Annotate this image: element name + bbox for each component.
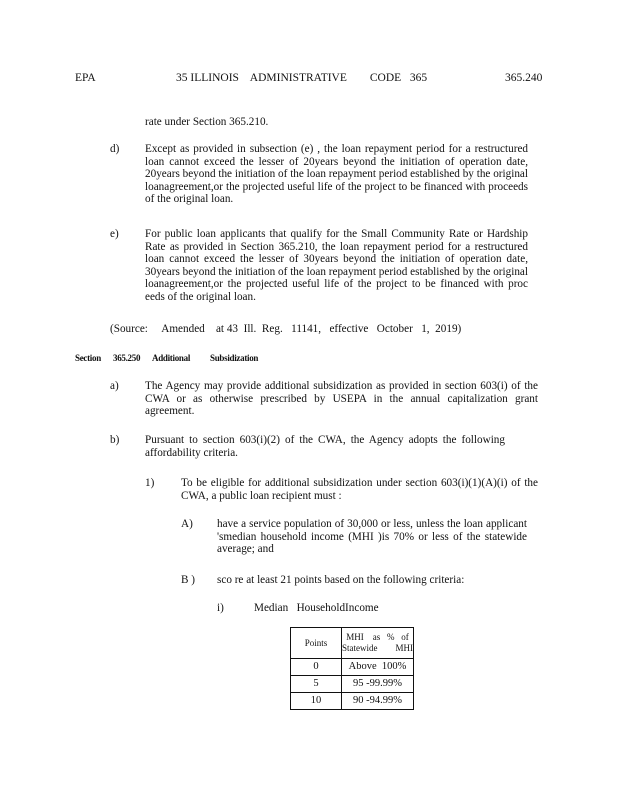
table-cell-range: Above 100%	[342, 659, 414, 676]
section-word: Section	[75, 353, 101, 363]
table-header-mhi	[342, 628, 414, 659]
table-row	[291, 659, 414, 676]
level2-label-A: A)	[181, 518, 193, 530]
level2-text-A: have a service population of 30,000 or less, unless the loan applicant 'smedian household income (MHI )is 70% or less of the statewide average; and	[217, 518, 527, 556]
section-number: 365.250	[113, 353, 141, 363]
level3-label: i)	[217, 602, 224, 614]
table-header-points: Points	[291, 628, 342, 659]
item-label-d: d)	[110, 143, 120, 155]
subitem-label-a: a)	[110, 380, 119, 392]
level3-text: Median HouseholdIncome	[254, 602, 379, 614]
table-cell-points: 10	[291, 693, 342, 710]
subitem-text-b: Pursuant to section 603(i)(2) of the CWA, the Agency adopts the following affordability criteria.	[145, 434, 505, 459]
header-left: EPA	[75, 72, 96, 84]
item-text-d: Except as provided in subsection (e) , the loan repayment period for a restructured loan cannot exceed the lesser of 20years beyond the initiation of operation date, 20years beyond the initiation of the loan repayment period established by the original loanagreement,or the projected useful life of the project to be financed with proceeds of the original loan.	[145, 143, 528, 206]
item-text-e: For public loan applicants that qualify for the Small Community Rate or Hardship Rate as provided in Section 365.210, the loan repayment period for a restructured loan cannot exceed the lesser of 30years beyond the initiation of operation date, 30years beyond the initiation of the loan repayment period established by the original loanagreement,or the projected useful life of the project to be financed with proc eeds of the original loan.	[145, 228, 528, 303]
header-center: 35 ILLINOIS ADMINISTRATIVE CODE 365	[176, 72, 428, 84]
source-note: (Source: Amended at 43 Ill. Reg. 11141, effective October 1, 2019)	[110, 323, 462, 335]
table-cell-points: 5	[291, 676, 342, 693]
mhi-points-table	[290, 627, 414, 710]
table-row	[291, 676, 414, 693]
level1-label: 1)	[145, 477, 155, 489]
level2-text-B: sco re at least 21 points based on the following criteria:	[217, 574, 465, 586]
header-right: 365.240	[505, 72, 543, 84]
table-cell-points: 0	[291, 659, 342, 676]
table-row	[291, 693, 414, 710]
level1-text: To be eligible for additional subsidization under section 603(i)(1)(A)(i) of the CWA, a public loan recipient must :	[181, 477, 538, 502]
table-header-mhi-line2: Statewide MHI	[342, 643, 413, 653]
subitem-text-a: The Agency may provide additional subsidization as provided in section 603(i) of the CWA or as otherwise prescribed by USEPA in the annual capitalization grant agreement.	[145, 380, 538, 418]
table-cell-range: 95 -99.99%	[342, 676, 414, 693]
table-cell-range: 90 -94.99%	[342, 693, 414, 710]
table-header-mhi-line1: MHI as % of	[346, 632, 409, 642]
subitem-label-b: b)	[110, 434, 120, 446]
section-title-1: Additional	[152, 353, 191, 363]
level2-label-B: B )	[181, 574, 195, 586]
item-label-e: e)	[110, 228, 119, 240]
continuation-text: rate under Section 365.210.	[145, 116, 269, 128]
section-title-2: Subsidization	[210, 353, 259, 363]
